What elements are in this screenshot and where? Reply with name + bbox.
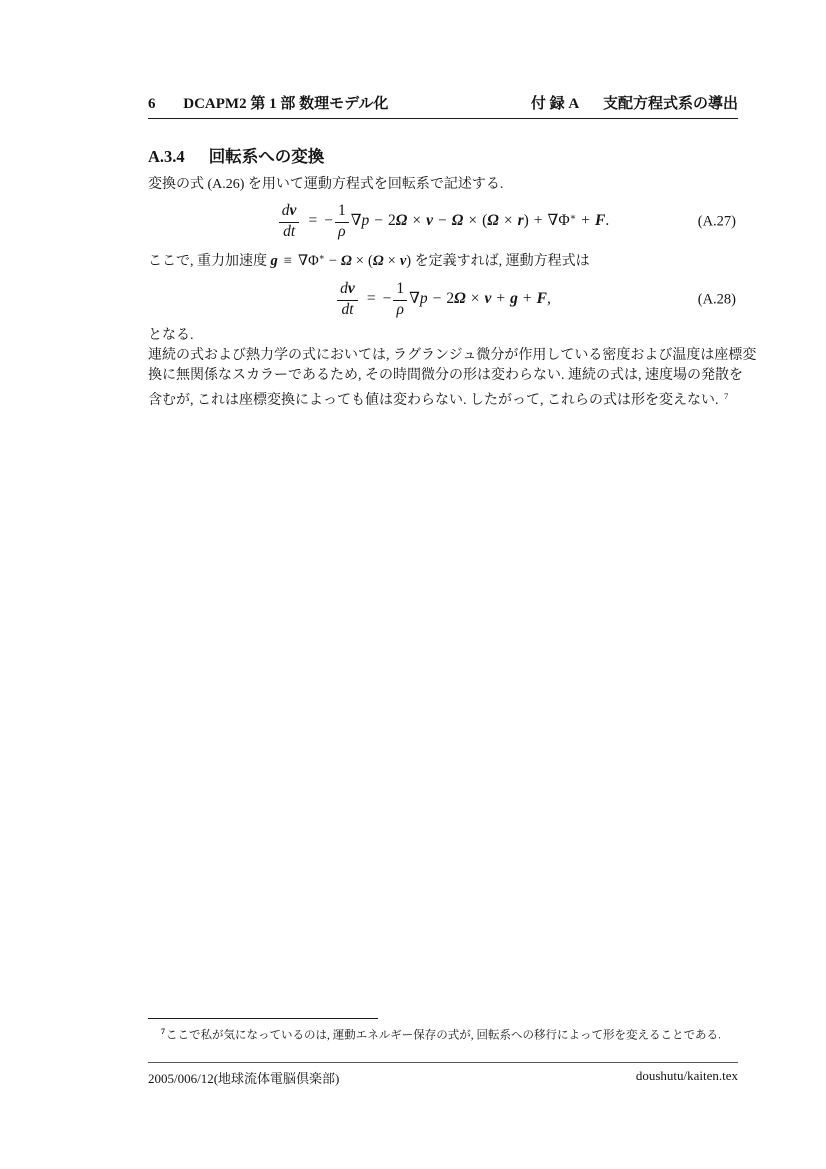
header-right (531, 92, 738, 113)
equation-A27 (148, 199, 738, 245)
page-header (148, 92, 738, 119)
page-number: 6 (148, 96, 156, 112)
footnote-reference: 7 (724, 391, 729, 401)
header-left (148, 92, 388, 113)
paragraph-tonaru: となる. (148, 328, 194, 343)
paragraph-g-definition (148, 247, 590, 272)
header-left-title: DCAPM2 第 1 部 数理モデル化 (183, 96, 389, 112)
g-definition-text-after: を定義すれば, 運動方程式は (411, 253, 590, 269)
footer-date-credit: 2005/006/12(地球流体電脳倶楽部) (148, 1071, 340, 1086)
footnote-marker: 7 (161, 1027, 166, 1036)
paragraph-continuity (148, 346, 756, 411)
equation-A27-label: (A.27) (697, 213, 736, 230)
footer-filename: doushutu/kaiten.tex (635, 1068, 738, 1083)
equation-A28-label: (A.28) (697, 291, 736, 308)
section-heading (148, 143, 324, 167)
paragraph-continuity-line1: 連続の式および熱力学の式においては, ラグランジュ微分が作用している密度および温度は座標変 (148, 348, 757, 363)
g-definition-math: g ≡ ∇Φ∗ − Ω × (Ω × v) (270, 252, 412, 269)
equation-A27-body: $\frac{dv}{dt}$ = − $\frac{1}{\rho}$ ∇p − 2Ω × v − Ω × (Ω × r) + ∇Φ∗ + F. (277, 203, 609, 240)
paragraph-intro: 変換の式 (A.26) を用いて運動方程式を回転系で記述する. (148, 177, 504, 192)
header-appendix-label: 付 録 A (530, 96, 580, 112)
equation-A28 (148, 277, 738, 323)
paragraph-continuity-line2: 換に無関係なスカラーであるため, その時間微分の形は変わらない. 連続の式は, 速度場の発散を (148, 368, 743, 383)
equation-A28-body: $\frac{dv}{dt}$ = − $\frac{1}{\rho}$ ∇p − 2Ω × v + g + F, (335, 281, 551, 318)
paragraph-continuity-line3-text: 含むが, これは座標変換によっても値は変わらない. したがって, これらの式は形を変えない. (148, 393, 722, 409)
footnote-text: ここで私が気になっているのは, 運動エネルギー保存の式が, 回転系への移行によって形を変えることである. (166, 1029, 721, 1042)
g-definition-text-before: ここで, 重力加速度 (148, 253, 271, 269)
page-footer (148, 1068, 738, 1087)
footnote-rule (148, 1018, 378, 1019)
footnote (148, 1024, 748, 1043)
footer-rule (148, 1062, 738, 1063)
section-title: 回転系への変換 (208, 147, 325, 166)
section-number: A.3.4 (148, 147, 185, 166)
header-right-title: 支配方程式系の導出 (602, 96, 738, 112)
paragraph-continuity-line3 (148, 386, 756, 411)
